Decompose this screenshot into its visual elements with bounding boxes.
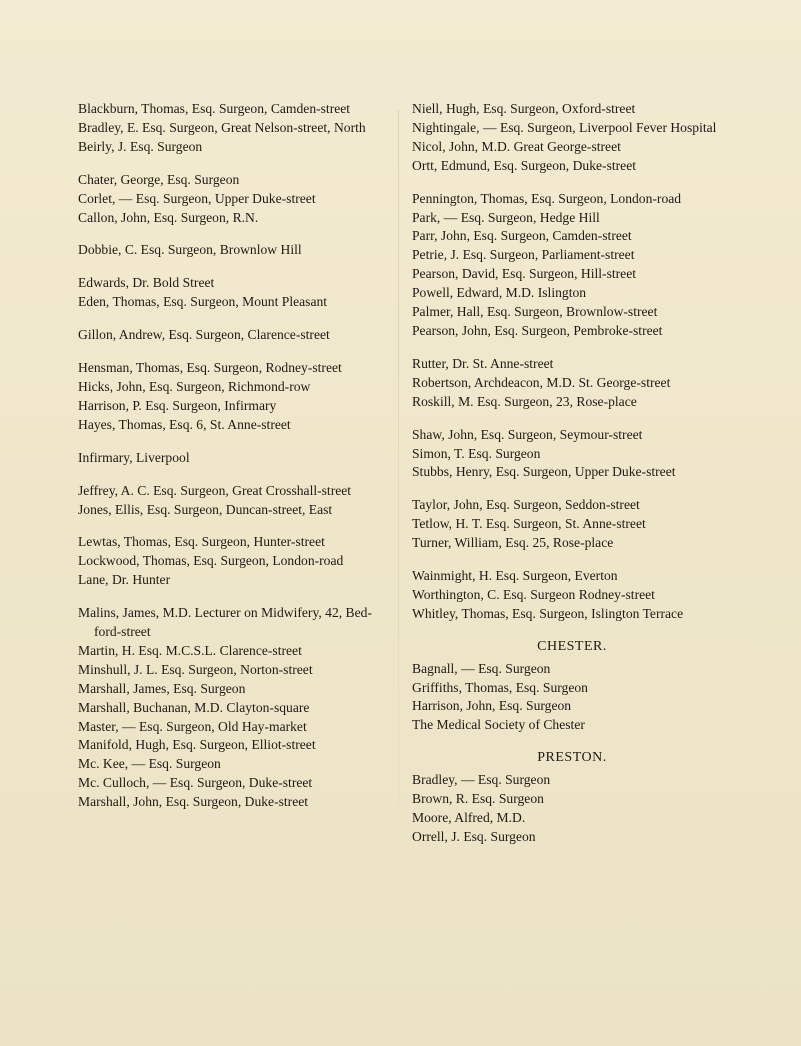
left-column: [78, 100, 393, 826]
list-entry: Taylor, John, Esq. Surgeon, Seddon-street: [412, 497, 640, 513]
list-entry: Manifold, Hugh, Esq. Surgeon, Elliot-street: [78, 737, 316, 753]
list-entry: Marshall, John, Esq. Surgeon, Duke-street: [78, 794, 309, 810]
section-heading-preston: PRESTON.: [537, 750, 607, 766]
list-entry: Jones, Ellis, Esq. Surgeon, Duncan-street, East: [78, 501, 333, 517]
list-entry: Ortt, Edmund, Esq. Surgeon, Duke-street: [412, 157, 637, 173]
list-entry: Griffiths, Thomas, Esq. Surgeon: [412, 679, 588, 695]
group-h: [78, 359, 393, 435]
list-entry: Park, — Esq. Surgeon, Hedge Hill: [412, 209, 600, 225]
group-w: [412, 567, 732, 624]
list-entry: Pennington, Thomas, Esq. Surgeon, London-road: [412, 190, 682, 206]
list-entry: Chater, George, Esq. Surgeon: [78, 171, 240, 187]
list-entry: Harrison, John, Esq. Surgeon: [412, 698, 572, 714]
list-entry: Beirly, J. Esq. Surgeon: [78, 138, 203, 154]
group-m: [78, 604, 393, 812]
list-entry: Whitley, Thomas, Esq. Surgeon, Islington Terrace: [412, 605, 684, 621]
group-c: [78, 171, 393, 228]
list-entry: Brown, R. Esq. Surgeon: [412, 791, 544, 807]
group-j: [78, 482, 393, 520]
group-i: [78, 449, 393, 468]
list-entry: Worthington, C. Esq. Surgeon Rodney-street: [412, 586, 655, 602]
list-entry: Simon, T. Esq. Surgeon: [412, 445, 541, 461]
list-entry: Wainmight, H. Esq. Surgeon, Everton: [412, 568, 618, 584]
list-entry: Mc. Kee, — Esq. Surgeon: [78, 756, 221, 772]
list-entry: Tetlow, H. T. Esq. Surgeon, St. Anne-street: [412, 516, 646, 532]
list-entry: Moore, Alfred, M.D.: [412, 810, 526, 825]
list-entry: Marshall, James, Esq. Surgeon: [78, 680, 246, 696]
list-entry: Robertson, Archdeacon, M.D. St. George-street: [412, 374, 671, 390]
list-entry: Corlet, — Esq. Surgeon, Upper Duke-street: [78, 190, 316, 206]
list-entry: Marshall, Buchanan, M.D. Clayton-square: [78, 699, 310, 715]
list-entry: Hayes, Thomas, Esq. 6, St. Anne-street: [78, 416, 291, 432]
list-entry: Gillon, Andrew, Esq. Surgeon, Clarence-street: [78, 327, 330, 343]
list-entry: Roskill, M. Esq. Surgeon, 23, Rose-place: [412, 393, 637, 409]
right-column: [412, 100, 732, 861]
list-entry: Lane, Dr. Hunter: [78, 572, 171, 588]
list-entry: Master, — Esq. Surgeon, Old Hay-market: [78, 718, 307, 734]
list-entry: Palmer, Hall, Esq. Surgeon, Brownlow-street: [412, 304, 658, 320]
list-entry: Shaw, John, Esq. Surgeon, Seymour-street: [412, 426, 643, 442]
list-entry: Bradley, E. Esq. Surgeon, Great Nelson-street, North: [78, 119, 366, 135]
list-entry: Jeffrey, A. C. Esq. Surgeon, Great Crosshall-street: [78, 482, 352, 498]
list-entry: Hensman, Thomas, Esq. Surgeon, Rodney-street: [78, 360, 342, 376]
group-p: [412, 190, 732, 341]
list-entry: Callon, John, Esq. Surgeon, R.N.: [78, 209, 259, 225]
list-entry: Nicol, John, M.D. Great George-street: [412, 138, 621, 154]
list-entry: Niell, Hugh, Esq. Surgeon, Oxford-street: [412, 101, 636, 116]
list-entry: Nightingale, — Esq. Surgeon, Liverpool Fever Hospital: [412, 119, 717, 135]
group-l: [78, 533, 393, 590]
list-entry: Bagnall, — Esq. Surgeon: [412, 660, 551, 676]
list-entry: Minshull, J. L. Esq. Surgeon, Norton-street: [78, 661, 313, 677]
list-entry: Orrell, J. Esq. Surgeon: [412, 828, 536, 844]
group-r: [412, 355, 732, 412]
list-entry-continuation: ford-street: [94, 624, 151, 640]
list-entry: Martin, H. Esq. M.C.S.L. Clarence-street: [78, 642, 302, 658]
list-entry: Lewtas, Thomas, Esq. Surgeon, Hunter-street: [78, 534, 325, 550]
list-entry: Eden, Thomas, Esq. Surgeon, Mount Pleasant: [78, 294, 328, 310]
list-entry: Petrie, J. Esq. Surgeon, Parliament-street: [412, 247, 635, 263]
group-d: [78, 241, 393, 260]
list-entry: Infirmary, Liverpool: [78, 449, 190, 465]
list-entry: Pearson, John, Esq. Surgeon, Pembroke-street: [412, 322, 663, 338]
list-entry: Lockwood, Thomas, Esq. Surgeon, London-road: [78, 553, 344, 569]
group-e: [78, 274, 393, 312]
group-s: [412, 426, 732, 483]
section-preston: [412, 749, 732, 847]
group-t: [412, 496, 732, 553]
list-entry: Mc. Culloch, — Esq. Surgeon, Duke-street: [78, 775, 313, 791]
group-g: [78, 326, 393, 345]
list-entry: Hicks, John, Esq. Surgeon, Richmond-row: [78, 378, 311, 394]
list-entry: Turner, William, Esq. 25, Rose-place: [412, 535, 614, 551]
section-chester: [412, 638, 732, 736]
group-n-o: [412, 100, 732, 176]
list-entry: Malins, James, M.D. Lecturer on Midwifery, 42, Bed-: [78, 605, 372, 621]
list-entry: Pearson, David, Esq. Surgeon, Hill-street: [412, 266, 637, 282]
list-entry: Edwards, Dr. Bold Street: [78, 275, 215, 291]
group-b: [78, 100, 393, 157]
list-entry: Rutter, Dr. St. Anne-street: [412, 355, 554, 371]
list-entry: The Medical Society of Chester: [412, 717, 585, 733]
list-entry: Dobbie, C. Esq. Surgeon, Brownlow Hill: [78, 242, 302, 258]
list-entry: Powell, Edward, M.D. Islington: [412, 285, 587, 301]
list-entry: Harrison, P. Esq. Surgeon, Infirmary: [78, 397, 277, 413]
list-entry: Blackburn, Thomas, Esq. Surgeon, Camden-street: [78, 101, 351, 116]
column-divider: [398, 110, 399, 810]
section-heading-chester: CHESTER.: [537, 638, 607, 654]
list-entry: Bradley, — Esq. Surgeon: [412, 772, 551, 788]
list-entry: Stubbs, Henry, Esq. Surgeon, Upper Duke-street: [412, 464, 676, 480]
list-entry: Parr, John, Esq. Surgeon, Camden-street: [412, 228, 632, 244]
